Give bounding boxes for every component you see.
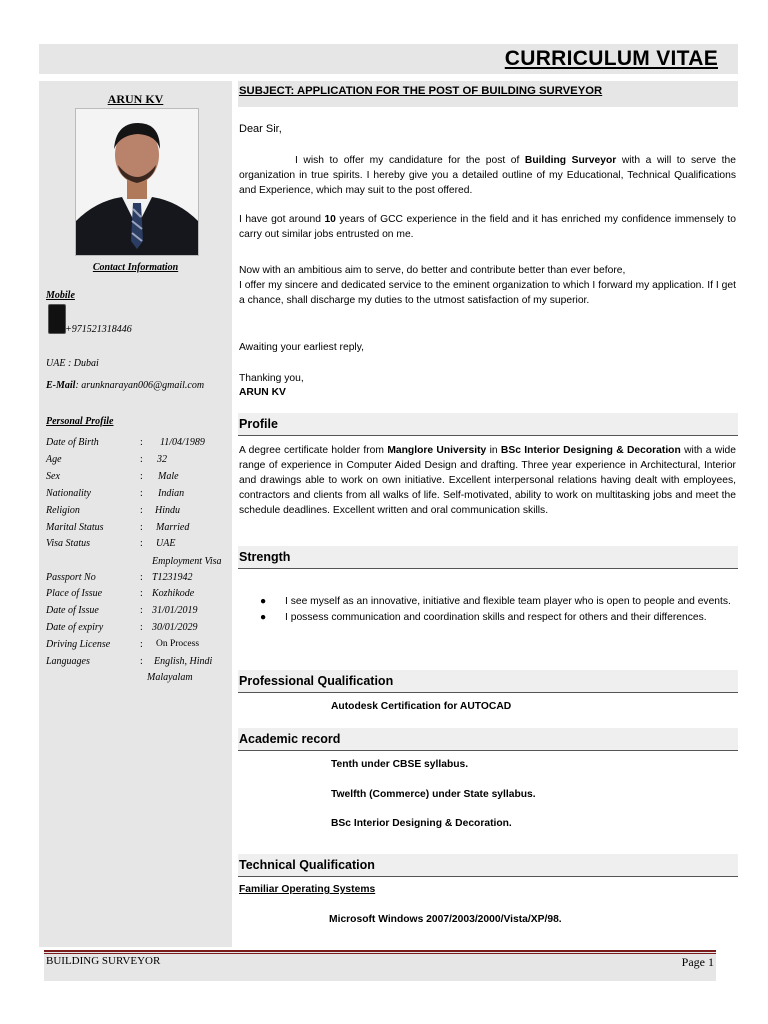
bullet-icon: ● — [260, 596, 267, 607]
academic-heading: Academic record — [239, 732, 341, 746]
personal-row-date-issue: Date of Issue : 31/01/2019 — [46, 605, 198, 616]
personal-row-place-issue: Place of Issue : Kozhikode — [46, 588, 195, 599]
portrait-image — [76, 109, 198, 255]
professional-section-header — [238, 670, 738, 693]
footer-title: BUILDING SURVEYOR — [46, 955, 161, 967]
mobile-phone-icon — [48, 304, 66, 334]
professional-item: Autodesk Certification for AUTOCAD — [331, 701, 512, 712]
email-label: E-Mail — [46, 380, 76, 391]
email — [46, 380, 204, 391]
profile-section-header — [238, 413, 738, 436]
document-title: CURRICULUM VITAE — [504, 47, 718, 70]
awaiting-reply: Awaiting your earliest reply, — [239, 342, 364, 353]
personal-row-visa: Visa Status : UAE — [46, 538, 176, 549]
mobile-number: +971521318446 — [65, 324, 132, 335]
subject-bar — [238, 81, 738, 107]
page-number: Page 1 — [681, 955, 714, 969]
footer-divider — [44, 953, 716, 954]
personal-row-date-expiry: Date of expiry : 30/01/2029 — [46, 622, 198, 633]
profile-text: A degree certificate holder from Manglore University in BSc Interior Designing & Decoration with a wide range of experience in Computer Aided Design and drafting. Three year experience in Architectural, Interior and drawings able to work on own initiative. Excellent interpersonal relations having dealt with employees, contractors and clients from all walks of life. Self-motivated, ability to work on multitasking jobs and meet the schedule deadlines. Excellent written and oral communication skills. — [239, 445, 736, 516]
bullet-icon: ● — [260, 612, 267, 623]
thanking: Thanking you, — [239, 373, 304, 384]
profile-photo — [75, 108, 199, 256]
personal-row-religion: Religion : Hindu — [46, 505, 180, 516]
visa-type: Employment Visa — [152, 556, 222, 567]
page-footer — [44, 950, 716, 981]
subject-line: SUBJECT: APPLICATION FOR THE POST OF BUILDING SURVEYOR — [239, 85, 603, 97]
language-extra: Malayalam — [147, 672, 193, 683]
list-item: ● I possess communication and coordination skills and respect for others and their differences. — [260, 612, 707, 623]
footer-divider — [44, 950, 716, 952]
strength-heading: Strength — [239, 550, 291, 564]
personal-row-dob: Date of Birth : 11/04/1989 — [46, 437, 205, 448]
contact-heading: Contact Information — [92, 262, 179, 273]
technical-section-header — [238, 854, 738, 877]
strength-list — [238, 594, 736, 626]
academic-item: Twelfth (Commerce) under State syllabus. — [331, 789, 536, 800]
academic-item: Tenth under CBSE syllabus. — [331, 759, 469, 770]
academic-section-header — [238, 728, 738, 751]
personal-row-driving: Driving License : On Process — [46, 639, 200, 650]
personal-row-passport: Passport No : T1231942 — [46, 572, 193, 583]
personal-row-nationality: Nationality : Indian — [46, 488, 185, 499]
greeting: Dear Sir, — [239, 123, 282, 135]
strength-section-header — [238, 546, 738, 569]
letter-paragraph-1: I wish to offer my candidature for the post of Building Surveyor with a will to serve the organization in true spirits. I hereby give you a detailed outline of my Educational, Technical Qualifications and Experience, which may suit to the post offered. — [239, 155, 736, 196]
signature: ARUN KV — [239, 387, 286, 398]
personal-profile-heading: Personal Profile — [46, 416, 114, 427]
technical-subheading: Familiar Operating Systems — [239, 884, 376, 895]
personal-row-languages: Languages : English, Hindi — [46, 656, 213, 667]
technical-heading: Technical Qualification — [239, 858, 375, 872]
personal-row-marital: Marital Status : Married — [46, 522, 190, 533]
personal-row-age: Age : 32 — [46, 454, 167, 465]
location: UAE : Dubai — [46, 358, 99, 369]
title-bar — [39, 44, 738, 74]
letter-paragraph-2: I have got around 10 years of GCC experience in the field and it has enriched my confidence immensely to carry out similar jobs entrusted on me. — [239, 214, 736, 240]
email-value[interactable]: : arunknarayan006@gmail.com — [75, 380, 205, 391]
personal-row-sex: Sex : Male — [46, 471, 179, 482]
profile-heading: Profile — [239, 417, 278, 431]
letter-paragraph-4: I offer my sincere and dedicated service to the eminent organization to which I forward my application. If I get a chance, shall discharge my duties to the utmost satisfaction of my superior. — [239, 280, 736, 306]
professional-heading: Professional Qualification — [239, 674, 394, 688]
mobile-label: Mobile — [46, 290, 75, 301]
list-item: ● I see myself as an innovative, initiative and flexible team player who is open to people and events. — [260, 596, 731, 607]
letter-paragraph-3: Now with an ambitious aim to serve, do better and contribute better than ever before, — [239, 265, 626, 276]
sidebar — [39, 81, 232, 947]
academic-item: BSc Interior Designing & Decoration. — [331, 818, 512, 829]
technical-item: Microsoft Windows 2007/2003/2000/Vista/XP/98. — [329, 914, 562, 925]
candidate-name: ARUN KV — [107, 92, 164, 106]
